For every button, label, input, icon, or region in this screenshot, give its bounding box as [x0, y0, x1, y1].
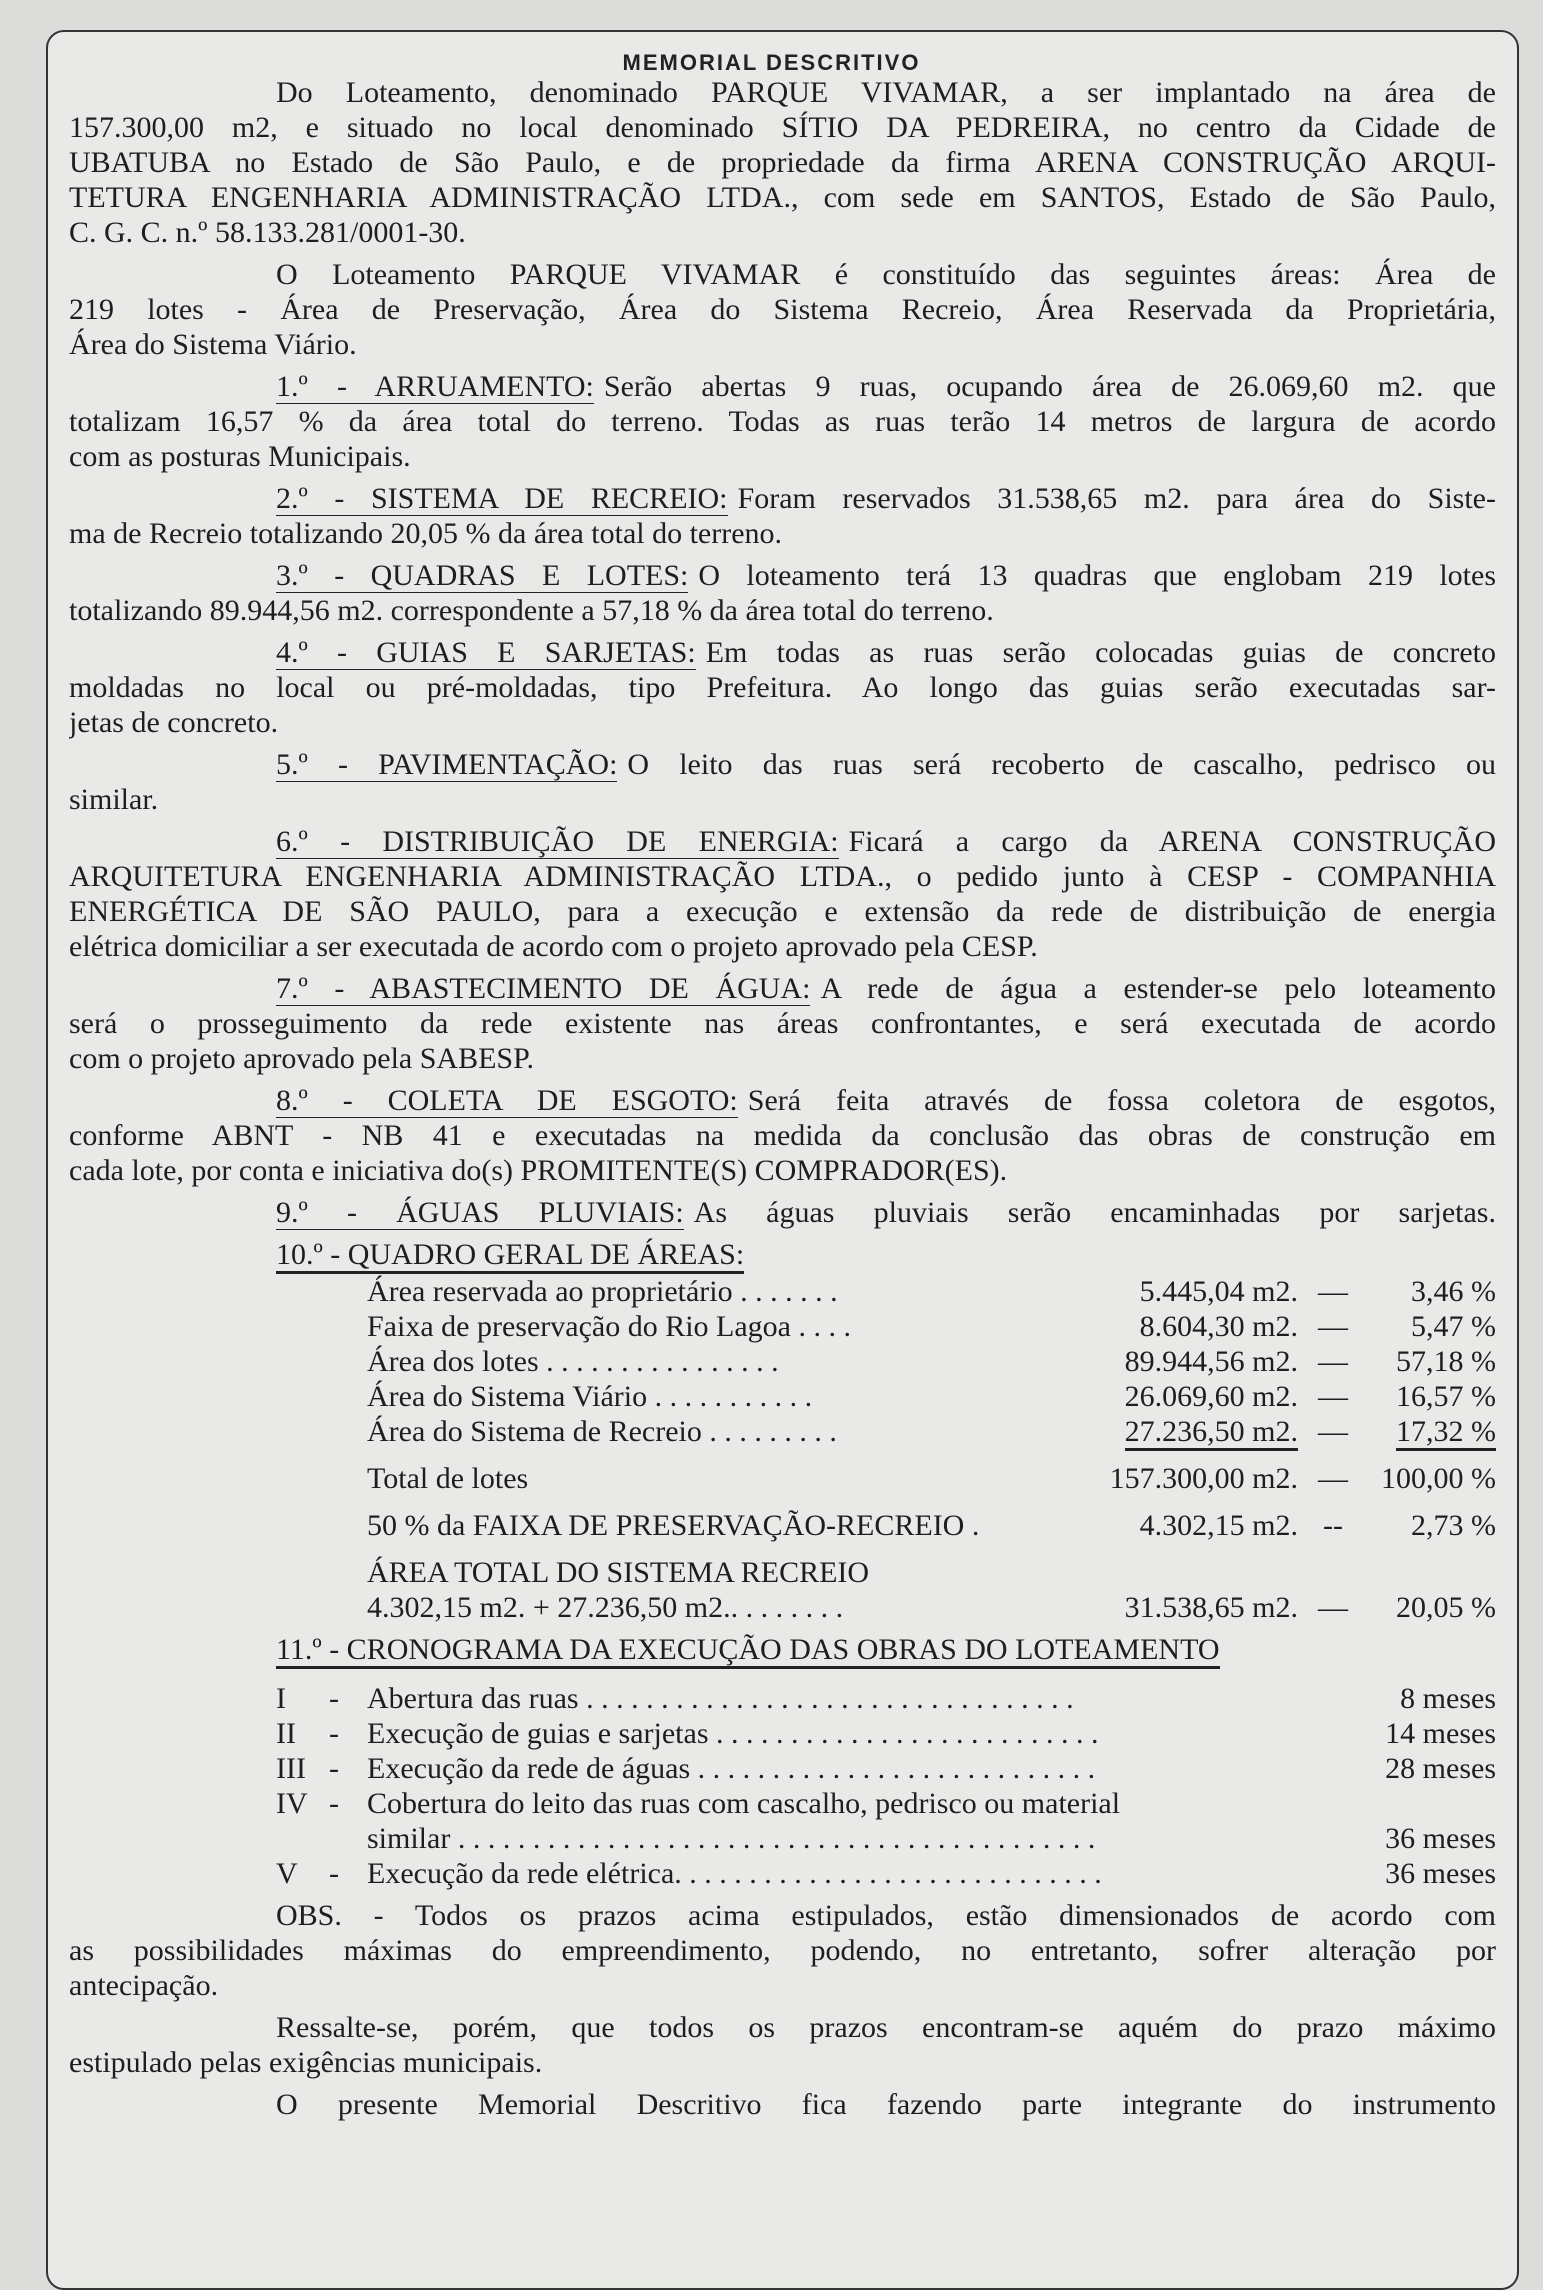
area-percent [1368, 1309, 1496, 1344]
text-line: antecipação. [69, 1969, 219, 2002]
schedule-task: Cobertura do leito das ruas com cascalho, pedrisco ou material [367, 1787, 1121, 1820]
text-line: estipulado pelas exigências municipais. [69, 2046, 543, 2079]
area-label: Área do Sistema Viário . . . . . . . . . . . [367, 1380, 813, 1413]
dash: — [1318, 1275, 1348, 1308]
schedule-row [69, 1786, 1496, 1821]
text-line: O Loteamento PARQUE VIVAMAR é constituído das seguintes áreas: Área de [276, 258, 1496, 291]
area-row [69, 1379, 1496, 1414]
section-first-line [69, 635, 1496, 670]
area-value-text: 27.236,50 m2. [1125, 1415, 1298, 1451]
text-line: totalizam 16,57 % da área total do terreno. Todas as ruas terão 14 metros de largura de acordo [69, 405, 1496, 438]
text-line: TETURA ENGENHARIA ADMINISTRAÇÃO LTDA., com sede em SANTOS, Estado de São Paulo, [69, 181, 1496, 214]
section-text: Foram reservados 31.538,65 m2. para área do Siste- [737, 482, 1496, 515]
area-value [1088, 1461, 1298, 1496]
text-line: jetas de concreto. [69, 706, 279, 739]
section-first-line [69, 971, 1496, 1006]
text-line: similar. [69, 783, 159, 816]
spacer [69, 1669, 1496, 1681]
paragraph [69, 1898, 1496, 2003]
section-text: Ficará a cargo da ARENA CONSTRUÇÃO [848, 825, 1496, 858]
schedule-task: similar . . . . . . . . . . . . . . . . . . . . . . . . . . . . . . . . . . . . . . . . . . . [367, 1822, 1096, 1855]
spacer [69, 1543, 1496, 1555]
schedule-row [69, 1856, 1496, 1891]
schedule-number: V [276, 1857, 298, 1890]
section-2 [69, 481, 1496, 551]
section-8 [69, 1083, 1496, 1188]
area-percent [1368, 1461, 1496, 1496]
area-row [69, 1274, 1496, 1309]
text-line: 157.300,00 m2, e situado no local denominado SÍTIO DA PEDREIRA, no centro da Cidade de [69, 111, 1496, 144]
area-value-text: 31.538,65 m2. [1124, 1591, 1298, 1624]
section-4 [69, 635, 1496, 740]
section-first-line [69, 1083, 1496, 1118]
area-value [1088, 1379, 1298, 1414]
document-title: MEMORIAL DESCRITIVO [622, 50, 921, 75]
dash: — [1318, 1345, 1348, 1378]
section-heading: 1.º - ARRUAMENTO: [276, 370, 594, 404]
area-value-text: 89.944,56 m2. [1124, 1345, 1298, 1378]
text-line: as possibilidades máximas do empreendimento, podendo, no entretanto, sofrer alteração por [69, 1934, 1496, 1967]
paragraph [69, 2087, 1496, 2122]
area-label: Total de lotes [367, 1462, 529, 1495]
schedule-months: 36 meses [1385, 1857, 1496, 1890]
schedule-number: I [276, 1682, 286, 1715]
area-label: Área reservada ao proprietário . . . . . . . [367, 1275, 838, 1308]
dash: — [1318, 1591, 1348, 1624]
recreio-title-row [69, 1555, 1496, 1590]
area-value [1088, 1590, 1298, 1625]
area-label: 4.302,15 m2. + 27.236,50 m2.. . . . . . . . [367, 1591, 844, 1624]
section-heading: 5.º - PAVIMENTAÇÃO: [276, 748, 617, 782]
section-text: Em todas as ruas serão colocadas guias de concreto [705, 636, 1496, 669]
area-label: Área do Sistema de Recreio . . . . . . . . . [367, 1415, 837, 1448]
section-text: O leito das ruas será recoberto de cascalho, pedrisco ou [627, 748, 1496, 781]
text-line: Ressalte-se, porém, que todos os prazos encontram-se aquém do prazo máximo [276, 2011, 1496, 2044]
schedule-dash: - [329, 1717, 339, 1750]
section-heading: 6.º - DISTRIBUIÇÃO DE ENERGIA: [276, 825, 839, 859]
area-recreio-row [69, 1590, 1496, 1625]
section-first-line [69, 481, 1496, 516]
paragraph [69, 257, 1496, 362]
area-row [69, 1344, 1496, 1379]
section-6 [69, 824, 1496, 964]
recreio-title: ÁREA TOTAL DO SISTEMA RECREIO [367, 1556, 870, 1589]
area-percent-text: 16,57 % [1396, 1380, 1496, 1413]
schedule-task: Execução da rede de águas . . . . . . . . . . . . . . . . . . . . . . . . . . . [367, 1752, 1096, 1785]
schedule-months [1356, 1786, 1496, 1821]
area-label: 50 % da FAIXA DE PRESERVAÇÃO-RECREIO . [367, 1509, 980, 1542]
schedule-task: Execução de guias e sarjetas . . . . . . . . . . . . . . . . . . . . . . . . . . [367, 1717, 1099, 1750]
dash: — [1318, 1380, 1348, 1413]
schedule-row [69, 1716, 1496, 1751]
area-percent [1368, 1414, 1496, 1449]
paragraph [69, 2010, 1496, 2080]
area-row [69, 1309, 1496, 1344]
text-line: C. G. C. n.º 58.133.281/0001-30. [69, 216, 466, 249]
text-line: UBATUBA no Estado de São Paulo, e de propriedade da firma ARENA CONSTRUÇÃO ARQUI- [69, 146, 1496, 179]
text-line: moldadas no local ou pré-moldadas, tipo Prefeitura. Ao longo das guias serão executadas sar- [69, 671, 1496, 704]
area-total-row [69, 1461, 1496, 1496]
area-percent [1368, 1508, 1496, 1543]
area-percent-text: 2,73 % [1411, 1509, 1496, 1542]
section-text: Serão abertas 9 ruas, ocupando área de 26.069,60 m2. que [603, 370, 1496, 403]
section-heading: 8.º - COLETA DE ESGOTO: [276, 1084, 738, 1118]
dash: — [1318, 1415, 1348, 1448]
section-3 [69, 558, 1496, 628]
area-value-text: 8.604,30 m2. [1139, 1310, 1298, 1343]
area-percent-text: 20,05 % [1396, 1591, 1496, 1624]
schedule-dash: - [329, 1752, 339, 1785]
text-line: ma de Recreio totalizando 20,05 % da área total do terreno. [69, 517, 783, 550]
schedule-number [276, 1821, 329, 1856]
area-percent-text: 5,47 % [1411, 1310, 1496, 1343]
text-line: elétrica domiciliar a ser executada de acordo com o projeto aprovado pela CESP. [69, 930, 1038, 963]
section-first-line [69, 1195, 1496, 1230]
section-heading: 4.º - GUIAS E SARJETAS: [276, 636, 696, 670]
schedule-dash: - [329, 1787, 339, 1820]
section-text: As águas pluviais serão encaminhadas por sarjetas. [693, 1196, 1496, 1229]
area-percent-text: 100,00 % [1381, 1462, 1496, 1495]
schedule-row [69, 1821, 1496, 1856]
areas-heading: 10.º - QUADRO GERAL DE ÁREAS: [276, 1238, 744, 1274]
section-5 [69, 747, 1496, 817]
section-1 [69, 369, 1496, 474]
area-value [1088, 1344, 1298, 1379]
spacer [69, 1496, 1496, 1508]
text-line: com o projeto aprovado pela SABESP. [69, 1042, 534, 1075]
text-line: O presente Memorial Descritivo fica fazendo parte integrante do instrumento [276, 2088, 1496, 2121]
area-percent-text: 17,32 % [1396, 1415, 1496, 1451]
section-heading: 7.º - ABASTECIMENTO DE ÁGUA: [276, 972, 810, 1006]
paragraph [69, 75, 1496, 250]
schedule-dash: - [329, 1857, 339, 1890]
text-line: conforme ABNT - NB 41 e executadas na medida da conclusão das obras de construção em [69, 1119, 1496, 1152]
schedule-heading: 11.º - CRONOGRAMA DA EXECUÇÃO DAS OBRAS DO LOTEAMENTO [276, 1633, 1220, 1669]
area-value [1088, 1274, 1298, 1309]
text-line: com as posturas Municipais. [69, 440, 411, 473]
schedule-task: Execução da rede elétrica. . . . . . . . . . . . . . . . . . . . . . . . . . . . . [367, 1857, 1102, 1890]
area-percent [1368, 1379, 1496, 1414]
area-value-text: 26.069,60 m2. [1124, 1380, 1298, 1413]
section-first-line [69, 747, 1496, 782]
text-line: totalizando 89.944,56 m2. correspondente a 57,18 % da área total do terreno. [69, 594, 994, 627]
schedule-number: III [276, 1752, 306, 1785]
text-line: Área do Sistema Viário. [69, 328, 357, 361]
section-first-line [69, 558, 1496, 593]
dash: — [1318, 1310, 1348, 1343]
section-first-line [69, 369, 1496, 404]
area-percent-text: 57,18 % [1396, 1345, 1496, 1378]
text-line: ENERGÉTICA DE SÃO PAULO, para a execução e extensão da rede de distribuição de energia [69, 895, 1496, 928]
text-line: ARQUITETURA ENGENHARIA ADMINISTRAÇÃO LTDA., o pedido junto à CESP - COMPANHIA [69, 860, 1496, 893]
schedule-row [69, 1681, 1496, 1716]
section-heading: 9.º - ÁGUAS PLUVIAIS: [276, 1196, 684, 1230]
schedule-heading-line [69, 1632, 1496, 1669]
schedule-dash [329, 1821, 367, 1856]
text-line: cada lote, por conta e iniciativa do(s) PROMITENTE(S) COMPRADOR(ES). [69, 1154, 1008, 1187]
schedule-number: IV [276, 1787, 308, 1820]
document-body [69, 75, 1496, 2122]
area-faixa-row [69, 1508, 1496, 1543]
areas-heading-line [69, 1237, 1496, 1274]
area-row [69, 1414, 1496, 1449]
area-percent [1368, 1274, 1496, 1309]
schedule-number: II [276, 1717, 296, 1750]
area-value [1088, 1508, 1298, 1543]
area-value [1088, 1309, 1298, 1344]
section-9 [69, 1195, 1496, 1230]
section-heading: 2.º - SISTEMA DE RECREIO: [276, 482, 728, 516]
area-percent-text: 3,46 % [1411, 1275, 1496, 1308]
section-first-line [69, 824, 1496, 859]
dash: — [1318, 1462, 1348, 1495]
text-line: será o prosseguimento da rede existente nas áreas confrontantes, e será executada de acordo [69, 1007, 1496, 1040]
area-value-text: 5.445,04 m2. [1139, 1275, 1298, 1308]
area-label: Área dos lotes . . . . . . . . . . . . . . . . [367, 1345, 779, 1378]
schedule-months: 36 meses [1385, 1822, 1496, 1855]
text-line: Do Loteamento, denominado PARQUE VIVAMAR, a ser implantado na área de [276, 76, 1496, 109]
section-text: O loteamento terá 13 quadras que englobam 219 lotes [698, 559, 1496, 592]
area-value-text: 4.302,15 m2. [1139, 1509, 1298, 1542]
area-value-text: 157.300,00 m2. [1109, 1462, 1298, 1495]
schedule-task: Abertura das ruas . . . . . . . . . . . . . . . . . . . . . . . . . . . . . . . . . [367, 1682, 1074, 1715]
schedule-months: 8 meses [1400, 1682, 1496, 1715]
area-value [1088, 1414, 1298, 1449]
area-percent [1368, 1344, 1496, 1379]
schedule-dash: - [329, 1682, 339, 1715]
schedule-row [69, 1751, 1496, 1786]
dash: -- [1323, 1509, 1343, 1542]
section-text: A rede de água a estender-se pelo loteamento [820, 972, 1496, 1005]
text-line: 219 lotes - Área de Preservação, Área do Sistema Recreio, Área Reservada da Proprietária, [69, 293, 1496, 326]
section-text: Será feita através de fossa coletora de esgotos, [747, 1084, 1496, 1117]
section-7 [69, 971, 1496, 1076]
area-percent [1368, 1590, 1496, 1625]
schedule-months: 28 meses [1385, 1752, 1496, 1785]
area-label: Faixa de preservação do Rio Lagoa . . . . [367, 1310, 851, 1343]
section-heading: 3.º - QUADRAS E LOTES: [276, 559, 688, 593]
schedule-months: 14 meses [1385, 1717, 1496, 1750]
text-line: OBS. - Todos os prazos acima estipulados, estão dimensionados de acordo com [276, 1899, 1496, 1932]
